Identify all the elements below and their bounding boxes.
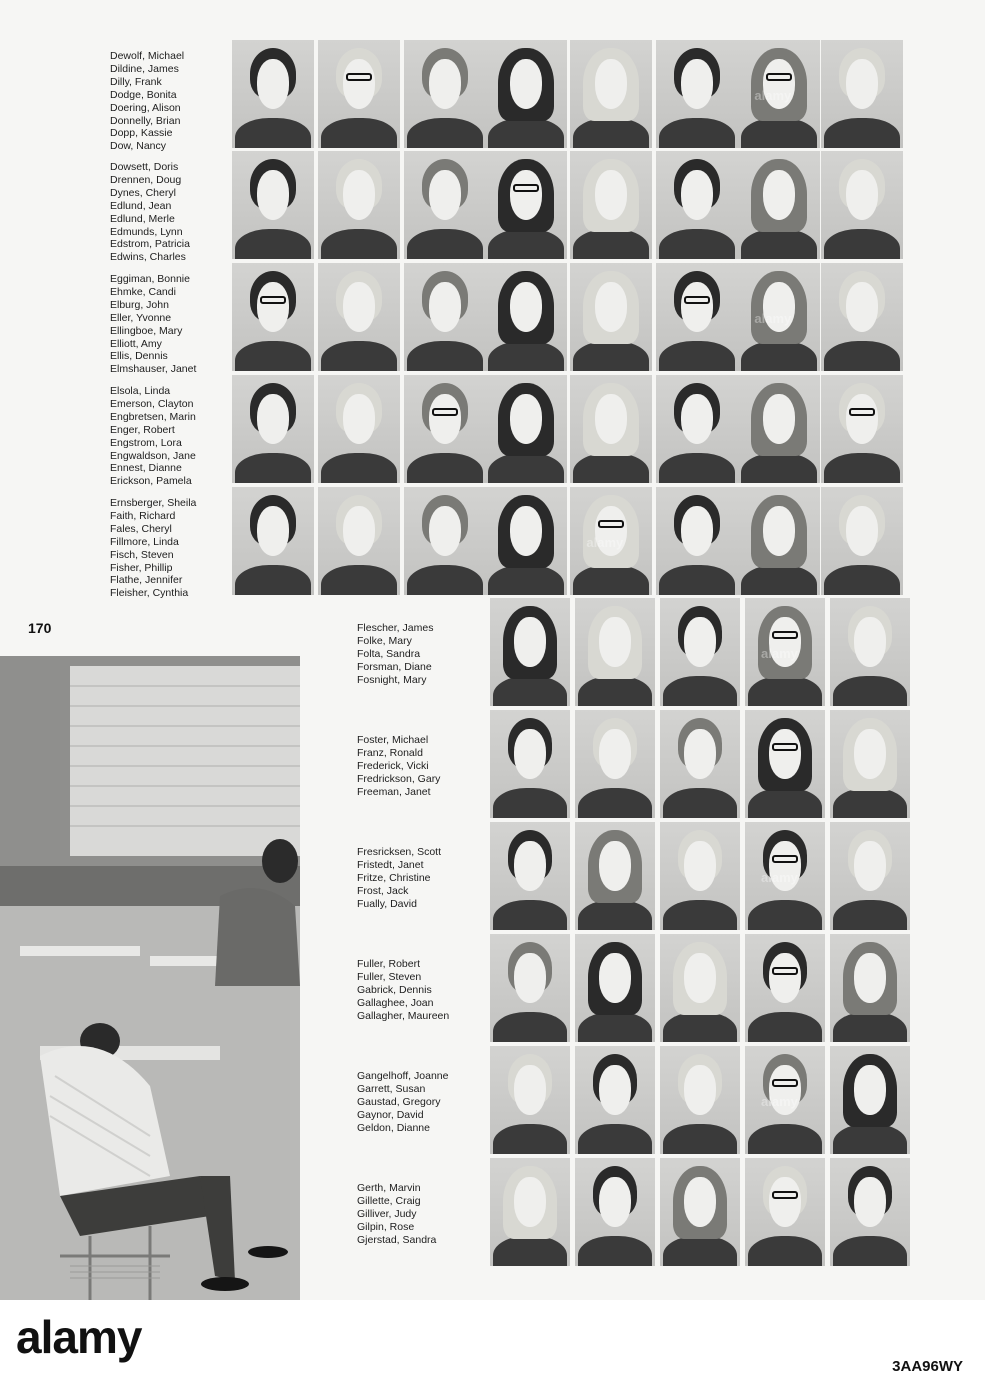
student-portrait xyxy=(575,1158,655,1266)
name-list xyxy=(110,161,190,264)
student-name: Ellis, Dennis xyxy=(110,350,168,363)
student-name: Dodge, Bonita xyxy=(110,88,177,101)
student-name: Frederick, Vicki xyxy=(357,759,429,772)
student-portrait xyxy=(830,1046,910,1154)
student-name: Fisher, Phillip xyxy=(110,561,173,574)
student-name: Edwins, Charles xyxy=(110,251,186,264)
student-name: Franz, Ronald xyxy=(357,746,423,759)
student-portrait xyxy=(232,40,314,148)
student-portrait xyxy=(485,151,567,259)
student-name: Fosnight, Mary xyxy=(357,673,427,686)
student-portrait xyxy=(660,1046,740,1154)
name-list xyxy=(357,1070,448,1135)
student-name: Elmshauser, Janet xyxy=(110,363,197,376)
student-name: Ernsberger, Sheila xyxy=(110,497,197,509)
student-portrait xyxy=(485,375,567,483)
student-name: Erickson, Pamela xyxy=(110,475,192,488)
student-name: Flescher, James xyxy=(357,622,434,634)
student-portrait xyxy=(745,934,825,1042)
student-name: Ennest, Dianne xyxy=(110,462,182,475)
student-portrait xyxy=(660,598,740,706)
student-portrait xyxy=(660,822,740,930)
student-portrait xyxy=(485,40,567,148)
alamy-logo: alamy xyxy=(16,1311,142,1363)
student-portrait xyxy=(570,40,652,148)
student-portrait xyxy=(745,1158,825,1266)
student-name: Dildine, James xyxy=(110,62,179,75)
student-portrait xyxy=(232,263,314,371)
stock-footer xyxy=(0,1300,985,1390)
student-name: Fillmore, Linda xyxy=(110,535,179,548)
student-name: Doering, Alison xyxy=(110,101,181,114)
student-portrait xyxy=(821,40,903,148)
student-name: Freeman, Janet xyxy=(357,785,431,798)
student-portrait xyxy=(570,263,652,371)
student-name: Folke, Mary xyxy=(357,634,412,647)
student-name: Dowsett, Doris xyxy=(110,161,179,173)
student-portrait xyxy=(318,375,400,483)
student-name: Fuller, Steven xyxy=(357,970,422,983)
name-list xyxy=(110,497,196,600)
student-portrait xyxy=(656,151,738,259)
student-name: Gjerstad, Sandra xyxy=(357,1233,437,1246)
student-name: Fristedt, Janet xyxy=(357,858,424,871)
student-portrait xyxy=(318,263,400,371)
student-name: Folta, Sandra xyxy=(357,647,421,660)
student-portrait xyxy=(232,487,314,595)
page-number: 170 xyxy=(28,620,52,636)
student-name: Elsola, Linda xyxy=(110,385,171,397)
student-portrait xyxy=(821,487,903,595)
student-portrait xyxy=(490,1046,570,1154)
student-name: Faith, Richard xyxy=(110,509,176,522)
name-list xyxy=(110,50,184,153)
student-name: Dow, Nancy xyxy=(110,140,167,153)
student-portrait xyxy=(570,375,652,483)
student-name: Gabrick, Dennis xyxy=(357,983,432,996)
student-portrait xyxy=(656,487,738,595)
student-name: Dilly, Frank xyxy=(110,75,162,88)
student-portrait xyxy=(738,263,820,371)
student-name: Dopp, Kassie xyxy=(110,127,173,140)
student-name: Fales, Cheryl xyxy=(110,522,172,535)
student-portrait xyxy=(745,710,825,818)
student-name: Edlund, Merle xyxy=(110,212,175,225)
name-list xyxy=(357,622,433,687)
student-name: Elliott, Amy xyxy=(110,337,162,350)
student-name: Edmunds, Lynn xyxy=(110,225,183,238)
student-portrait xyxy=(575,822,655,930)
student-name: Geldon, Dianne xyxy=(357,1121,430,1134)
student-portrait xyxy=(745,822,825,930)
student-portrait xyxy=(232,151,314,259)
student-name: Engwaldson, Jane xyxy=(110,449,196,462)
student-portrait xyxy=(738,375,820,483)
student-name: Donnelly, Brian xyxy=(110,114,181,127)
student-name: Gaynor, David xyxy=(357,1108,424,1121)
student-name: Dynes, Cheryl xyxy=(110,186,176,199)
student-portrait xyxy=(830,1158,910,1266)
name-list xyxy=(357,958,449,1023)
student-name: Frost, Jack xyxy=(357,884,409,897)
student-portrait xyxy=(660,1158,740,1266)
student-name: Garrett, Susan xyxy=(357,1082,426,1095)
student-name: Forsman, Diane xyxy=(357,660,432,673)
student-portrait xyxy=(490,1158,570,1266)
student-portrait xyxy=(745,1046,825,1154)
student-portrait xyxy=(821,151,903,259)
student-portrait xyxy=(745,598,825,706)
student-portrait xyxy=(660,934,740,1042)
student-portrait xyxy=(656,375,738,483)
student-name: Edlund, Jean xyxy=(110,199,172,212)
student-portrait xyxy=(318,40,400,148)
watermark-text: alamy xyxy=(761,869,798,885)
student-name: Eggiman, Bonnie xyxy=(110,273,190,285)
name-list xyxy=(357,734,440,799)
student-name: Enger, Robert xyxy=(110,423,175,436)
student-name: Drennen, Doug xyxy=(110,173,182,186)
student-portrait xyxy=(575,934,655,1042)
student-portrait xyxy=(490,934,570,1042)
student-name: Emerson, Clayton xyxy=(110,397,194,410)
student-portrait xyxy=(570,487,652,595)
student-portrait xyxy=(318,487,400,595)
student-portrait xyxy=(830,822,910,930)
student-name: Fually, David xyxy=(357,897,417,910)
student-portrait xyxy=(660,710,740,818)
student-portrait xyxy=(821,263,903,371)
classroom-photo xyxy=(0,656,300,1300)
student-name: Gilpin, Rose xyxy=(357,1220,415,1233)
student-portrait xyxy=(656,263,738,371)
student-portrait xyxy=(575,1046,655,1154)
student-portrait xyxy=(490,710,570,818)
student-portrait xyxy=(575,710,655,818)
student-portrait xyxy=(490,598,570,706)
student-portrait xyxy=(830,598,910,706)
student-name: Fresricksen, Scott xyxy=(357,846,442,858)
student-portrait xyxy=(738,487,820,595)
student-portrait xyxy=(830,710,910,818)
student-portrait xyxy=(738,151,820,259)
student-portrait xyxy=(404,40,486,148)
student-name: Ehmke, Candi xyxy=(110,285,176,298)
student-name: Gaustad, Gregory xyxy=(357,1095,441,1108)
student-name: Fisch, Steven xyxy=(110,548,174,561)
student-name: Flathe, Jennifer xyxy=(110,574,183,587)
student-name: Engstrom, Lora xyxy=(110,436,182,449)
student-name: Engbretsen, Marin xyxy=(110,410,196,423)
student-portrait xyxy=(404,263,486,371)
student-name: Elburg, John xyxy=(110,298,169,311)
student-portrait xyxy=(404,151,486,259)
student-portrait xyxy=(404,375,486,483)
student-portrait xyxy=(738,40,820,148)
student-name: Fuller, Robert xyxy=(357,958,421,970)
student-name: Gerth, Marvin xyxy=(357,1182,421,1194)
name-list xyxy=(357,1182,436,1247)
student-name: Fredrickson, Gary xyxy=(357,772,441,785)
watermark-text: alamy xyxy=(761,1093,798,1109)
student-portrait xyxy=(404,487,486,595)
student-name: Eller, Yvonne xyxy=(110,311,172,324)
student-name: Gallaghee, Joan xyxy=(357,996,434,1009)
student-name: Foster, Michael xyxy=(357,734,429,746)
watermark-text: alamy xyxy=(754,87,792,103)
student-portrait xyxy=(318,151,400,259)
watermark-text: alamy xyxy=(761,645,798,661)
student-portrait xyxy=(485,487,567,595)
student-portrait xyxy=(232,375,314,483)
student-name: Edstrom, Patricia xyxy=(110,238,190,251)
classroom-photo-illustration xyxy=(0,656,300,1300)
student-portrait xyxy=(575,598,655,706)
student-portrait xyxy=(485,263,567,371)
student-portrait xyxy=(656,40,738,148)
student-name: Fritze, Christine xyxy=(357,871,431,884)
student-portrait xyxy=(821,375,903,483)
student-name: Dewolf, Michael xyxy=(110,50,185,62)
watermark-text: alamy xyxy=(754,310,792,326)
student-portrait xyxy=(830,934,910,1042)
student-name: Gilliver, Judy xyxy=(357,1207,417,1220)
student-name: Fleisher, Cynthia xyxy=(110,587,189,600)
name-list xyxy=(357,846,441,911)
watermark-text: alamy xyxy=(586,534,624,550)
image-id: 3AA96WY xyxy=(892,1358,963,1375)
student-name: Gillette, Craig xyxy=(357,1194,421,1207)
student-portrait xyxy=(570,151,652,259)
student-name: Ellingboe, Mary xyxy=(110,324,183,337)
name-list xyxy=(110,273,196,376)
student-name: Gallagher, Maureen xyxy=(357,1009,450,1022)
student-name: Gangelhoff, Joanne xyxy=(357,1070,449,1082)
student-portrait xyxy=(490,822,570,930)
name-list xyxy=(110,385,196,488)
